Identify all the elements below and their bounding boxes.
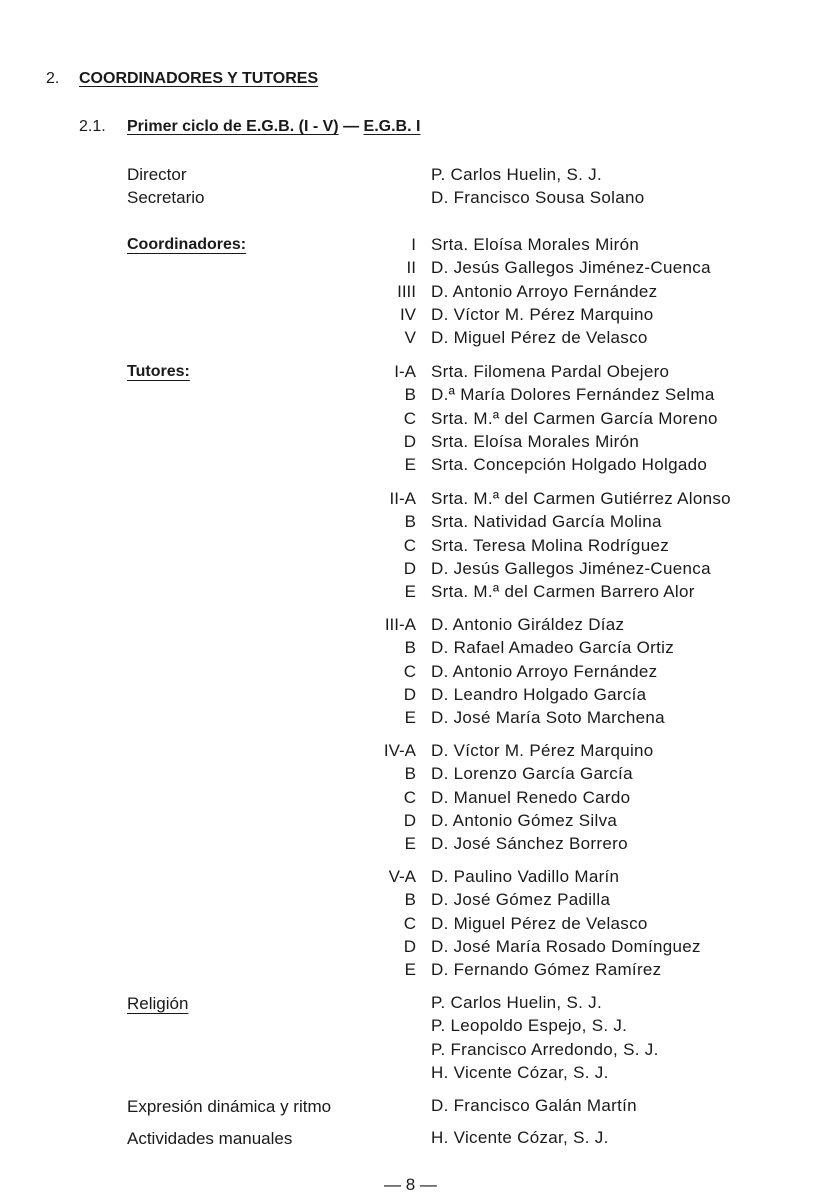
roster-code: E	[404, 960, 416, 980]
roster-name: Srta. Teresa Molina Rodríguez	[431, 535, 670, 555]
roster-code: V-A	[388, 867, 416, 886]
roster-name: Srta. Eloísa Morales Mirón	[431, 235, 640, 254]
roster-code: IIII	[397, 281, 416, 301]
tutores-label: Tutores:	[127, 363, 190, 380]
roster-code: C	[403, 535, 416, 555]
secretario-name: D. Francisco Sousa Solano	[431, 188, 645, 207]
roster-code: E	[404, 455, 416, 475]
director-name: P. Carlos Huelin, S. J.	[431, 165, 602, 184]
roster-code: B	[404, 764, 416, 784]
roster-name: D. Jesús Gallegos Jiménez-Cuenca	[431, 258, 711, 278]
religion-name: H. Vicente Cózar, S. J.	[431, 1062, 609, 1082]
roster-code: C	[403, 408, 416, 428]
religion-name: P. Carlos Huelin, S. J.	[431, 993, 602, 1012]
roster-name: D. Víctor M. Pérez Marquino	[431, 741, 654, 760]
roster-name: D. Miguel Pérez de Velasco	[431, 913, 648, 933]
section-number: 2.	[46, 70, 60, 87]
roster-name: D. Paulino Vadillo Marín	[431, 867, 620, 886]
roster-code: I-A	[394, 362, 416, 381]
roster-code: V	[404, 328, 416, 348]
director-label: Director	[127, 165, 187, 184]
roster-code: B	[404, 385, 416, 405]
roster-code: E	[404, 708, 416, 728]
roster-code: IV	[399, 304, 416, 324]
roster-code: D	[403, 558, 416, 578]
roster-name: Srta. M.ª del Carmen Gutiérrez Alonso	[431, 489, 731, 508]
roster-code: B	[404, 638, 416, 658]
actividades-label: Actividades manuales	[127, 1129, 293, 1148]
roster-code: D	[403, 431, 416, 451]
roster-name: Srta. M.ª del Carmen García Moreno	[431, 408, 718, 428]
roster-name: D. Antonio Gómez Silva	[431, 810, 618, 830]
roster-name: D. Antonio Arroyo Fernández	[431, 281, 658, 301]
roster-code: D	[403, 684, 416, 704]
subsection-title	[127, 118, 420, 136]
roster-name: D. José María Soto Marchena	[431, 708, 665, 728]
roster-code: B	[404, 512, 416, 532]
subsection-title-b: E.G.B. I	[363, 118, 421, 135]
roster-name: D. Jesús Gallegos Jiménez-Cuenca	[431, 558, 711, 578]
roster-code: B	[404, 890, 416, 910]
religion-name: P. Francisco Arredondo, S. J.	[431, 1039, 659, 1059]
roster-name: D. Rafael Amadeo García Ortiz	[431, 638, 675, 658]
roster-name: D. Leandro Holgado García	[431, 684, 647, 704]
roster-name: Srta. Filomena Pardal Obejero	[431, 362, 670, 381]
page-number: — 8 —	[384, 1175, 437, 1194]
roster-code: II	[406, 258, 416, 278]
roster-name: D. José Sánchez Borrero	[431, 834, 628, 854]
roster-name: D. Antonio Giráldez Díaz	[431, 615, 625, 634]
roster-name: D. Miguel Pérez de Velasco	[431, 328, 648, 348]
subsection-number: 2.1.	[79, 118, 106, 135]
roster-name: D. José Gómez Padilla	[431, 890, 611, 910]
roster-code: D	[403, 936, 416, 956]
coordinadores-label: Coordinadores:	[127, 236, 247, 253]
secretario-label: Secretario	[127, 188, 205, 207]
roster-name: D. Víctor M. Pérez Marquino	[431, 304, 654, 324]
roster-code: II-A	[389, 489, 416, 508]
subsection-dash: —	[343, 118, 360, 135]
roster-name: D. Antonio Arroyo Fernández	[431, 661, 658, 681]
roster-name: D.ª María Dolores Fernández Selma	[431, 385, 715, 405]
roster-code: III-A	[384, 615, 416, 634]
roster-name: Srta. M.ª del Carmen Barrero Alor	[431, 582, 695, 602]
roster-name: D. Fernando Gómez Ramírez	[431, 960, 662, 980]
actividades-name: H. Vicente Cózar, S. J.	[431, 1128, 609, 1147]
roster-name: Srta. Concepción Holgado Holgado	[431, 455, 708, 475]
roster-code: D	[403, 810, 416, 830]
expresion-label: Expresión dinámica y ritmo	[127, 1097, 332, 1116]
religion-name: P. Leopoldo Espejo, S. J.	[431, 1016, 628, 1036]
roster-code: I	[411, 235, 416, 254]
roster-code: C	[403, 787, 416, 807]
expresion-name: D. Francisco Galán Martín	[431, 1096, 637, 1115]
roster-name: Srta. Eloísa Morales Mirón	[431, 431, 640, 451]
roster-code: C	[403, 661, 416, 681]
roster-code: E	[404, 834, 416, 854]
roster-name: Srta. Natividad García Molina	[431, 512, 662, 532]
roster-code: C	[403, 913, 416, 933]
religion-label: Religión	[127, 994, 189, 1013]
roster-name: D. Lorenzo García García	[431, 764, 633, 784]
section-title: COORDINADORES Y TUTORES	[79, 70, 319, 87]
roster-name: D. José María Rosado Domínguez	[431, 936, 701, 956]
roster-name: D. Manuel Renedo Cardo	[431, 787, 631, 807]
roster-code: IV-A	[383, 741, 416, 760]
subsection-title-a: Primer ciclo de E.G.B. (I - V)	[127, 118, 339, 135]
roster-code: E	[404, 582, 416, 602]
